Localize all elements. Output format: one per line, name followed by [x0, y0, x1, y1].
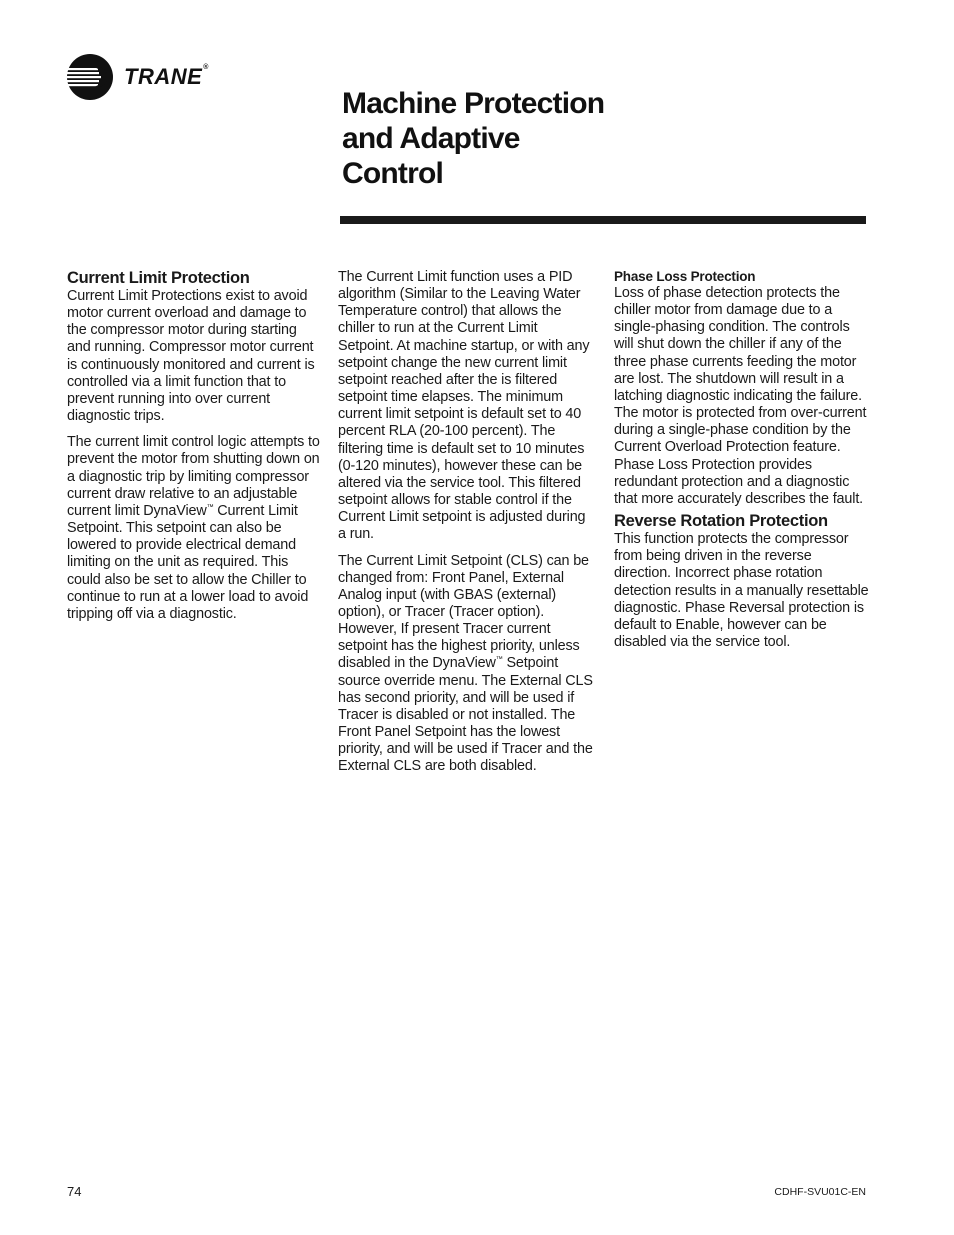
- document-code: CDHF-SVU01C-EN: [774, 1186, 866, 1198]
- current-limit-paragraph-2: The current limit control logic attempts to prevent the motor from shutting down on a diagnostic trip by limiting compressor current draw relative to an adjustable current limit DynaView™ Current Limit Setpoint. This setpoint can also be lowered to provide electrical demand limiting on the unit as required. This could also be set to allow the Chiller to continue to run at a lower load to avoid tripping off via a diagnostic.: [67, 434, 320, 622]
- column-2: [338, 269, 594, 785]
- trademark-mark: ™: [495, 656, 503, 664]
- current-limit-setpoint-paragraph: The Current Limit Setpoint (CLS) can be changed from: Front Panel, External Analog input (with GBAS (external) option), or Tracer (Tracer option). However, If present Tracer current setpoint has the highest priority, unless disabled in the DynaView™ Setpoint source override menu. The External CLS has second priority, and will be used if Tracer is disabled or not installed. The Front Panel Setpoint has the lowest priority, and will be used if Tracer and the External CLS are both disabled.: [338, 552, 593, 775]
- title-line-1: Machine Protection: [342, 87, 605, 120]
- brand-name: TRANE®: [124, 64, 209, 89]
- title-line-2: and Adaptive: [342, 122, 520, 155]
- reverse-rotation-heading: Reverse Rotation Protection: [614, 512, 828, 531]
- column-1: [67, 269, 323, 632]
- page-number: 74: [67, 1184, 82, 1199]
- title-rule: [340, 216, 866, 224]
- trademark-mark: ™: [206, 504, 214, 512]
- current-limit-heading: Current Limit Protection: [67, 269, 250, 287]
- trane-logo-mark-icon: [66, 53, 114, 101]
- phase-loss-heading: Phase Loss Protection: [614, 269, 756, 284]
- phase-loss-paragraph: Loss of phase detection protects the chiller motor from damage due to a single-phasing condition. The controls will shut down the chiller if any of the three phase currents feeding the motor are lost. The shutdown will result in a latching diagnostic indicating the failure. The motor is protected from over-current during a single-phase condition by the Current Overload Protection feature. Phase Loss Protection provides redundant protection and a diagnostic that more accurately describes the fault.: [614, 285, 867, 507]
- column-3: [614, 269, 870, 660]
- reverse-rotation-paragraph: This function protects the compressor from being driven in the reverse direction. Incorrect phase rotation detection results in a manually resettable diagnostic. Phase Reversal protection is default to Enable, however can be disabled via the service tool.: [614, 531, 869, 650]
- current-limit-pid-paragraph: The Current Limit function uses a PID algorithm (Similar to the Leaving Water Temperature control) that allows the chiller to run at the Current Limit Setpoint. At machine startup, or with any setpoint change the new current limit setpoint reached after the is filtered setpoint time elapses. The minimum current limit setpoint is default set to 40 percent RLA (20-100 percent). The filtering time is default set to 10 minutes (0-120 minutes), however these can be altered via the service tool. This filtered setpoint allows for stable control if the Current Limit setpoint is adjusted during a run.: [338, 269, 590, 543]
- registered-mark: ®: [203, 64, 209, 71]
- trane-logo: [66, 53, 209, 101]
- current-limit-paragraph-1: Current Limit Protections exist to avoid motor current overload and damage to the compressor motor during starting and running. Compressor motor current is continuously monitored and current is controlled via a limit function that to prevent running into over current diagnostic trips.: [67, 288, 315, 425]
- title-line-3: Control: [342, 157, 444, 190]
- page-title: [342, 86, 762, 191]
